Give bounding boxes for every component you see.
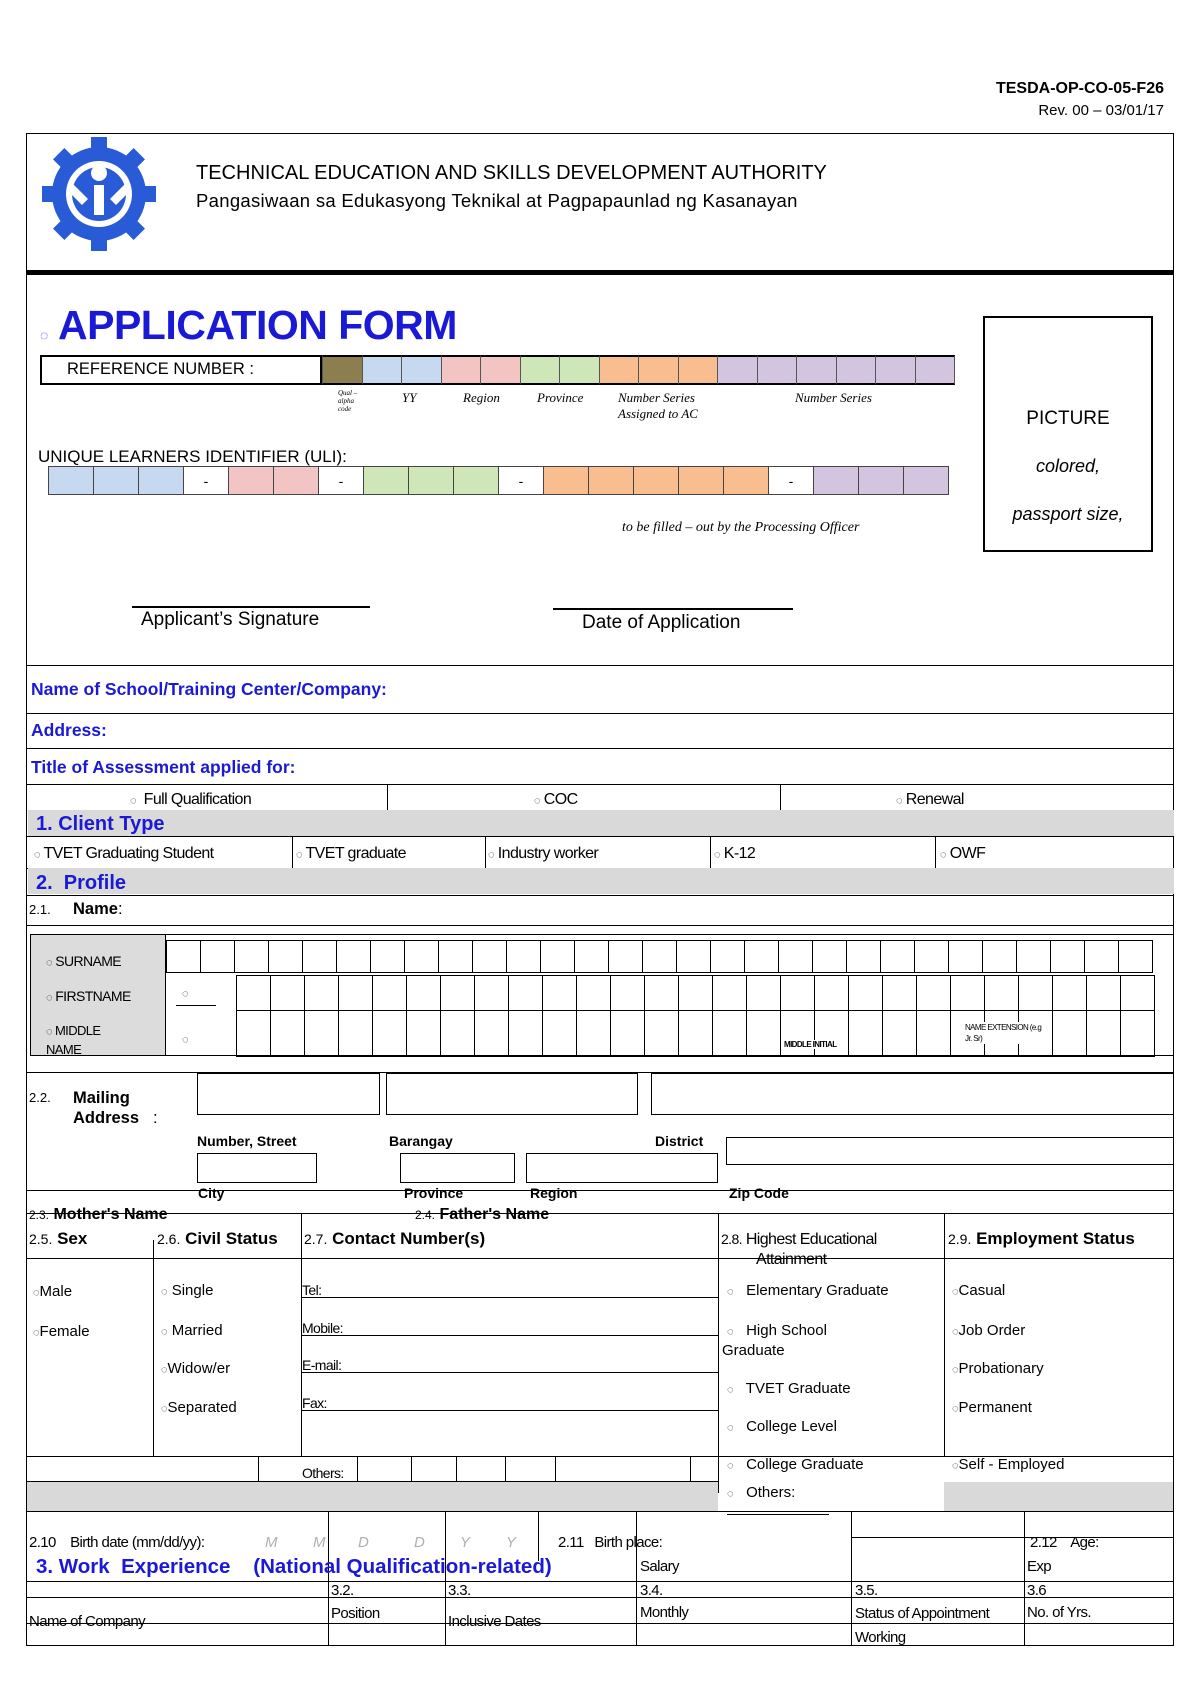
uli-dash[interactable]: - bbox=[183, 466, 229, 495]
sex-female[interactable] bbox=[33, 1323, 90, 1340]
address-city-input[interactable] bbox=[197, 1153, 317, 1183]
client-tvet-graduate[interactable] bbox=[296, 845, 406, 863]
agency-name-filipino: Pangasiwaan sa Edukasyong Teknikal at Pagpapaunlad ng Kasanayan bbox=[196, 190, 798, 211]
educ-option-label: Elementary Graduate bbox=[746, 1282, 889, 1299]
assessment-label: Title of Assessment applied for: bbox=[31, 757, 296, 777]
form-revision: Rev. 00 – 03/01/17 bbox=[1038, 102, 1164, 119]
civil-option-label: Married bbox=[171, 1322, 223, 1339]
sex-option-label: Male bbox=[39, 1283, 73, 1300]
radio-icon: ◌ bbox=[727, 1422, 734, 1434]
civil-heading: 2.6. Civil Status bbox=[157, 1229, 278, 1248]
contact-email-line[interactable] bbox=[301, 1372, 718, 1373]
contact-others-label: Others: bbox=[302, 1465, 344, 1481]
label-zip: Zip Code bbox=[729, 1185, 789, 1201]
assessment-full-qualification[interactable] bbox=[130, 791, 251, 809]
uli-cell-yy[interactable] bbox=[48, 466, 94, 495]
ref-sublabel-yy: YY bbox=[402, 390, 417, 405]
assessment-coc[interactable] bbox=[534, 791, 578, 809]
client-type-bar bbox=[28, 810, 1174, 836]
work-num-33: 3.3. bbox=[448, 1582, 471, 1599]
agency-name: TECHNICAL EDUCATION AND SKILLS DEVELOPMENT AUTHORITY bbox=[196, 162, 827, 184]
contact-mobile-line[interactable] bbox=[301, 1335, 718, 1336]
uli-dash[interactable]: - bbox=[318, 466, 364, 495]
educ-highschool[interactable] bbox=[727, 1322, 827, 1339]
work-company: Name of Company bbox=[29, 1613, 146, 1630]
title-radio-icon: ◌ bbox=[40, 327, 49, 343]
radio-icon: ◌ bbox=[161, 1364, 168, 1376]
work-num-35: 3.5. bbox=[855, 1582, 878, 1599]
name-number: 2.1. bbox=[29, 902, 51, 917]
age-label: 2.12 Age: bbox=[1030, 1534, 1099, 1551]
address-barangay-input[interactable] bbox=[386, 1073, 638, 1115]
civil-separated[interactable] bbox=[161, 1399, 237, 1416]
middlename-radio: ◌ bbox=[182, 1034, 189, 1046]
radio-icon: ◌ bbox=[952, 1286, 959, 1298]
radio-icon: ◌ bbox=[33, 1287, 40, 1299]
label-province: Province bbox=[404, 1185, 464, 1201]
contact-heading: 2.7. Contact Number(s) bbox=[304, 1229, 486, 1248]
birthdate-placeholder: D bbox=[414, 1534, 425, 1551]
radio-icon: ◌ bbox=[534, 795, 540, 807]
contact-tel-line[interactable] bbox=[301, 1297, 718, 1298]
label-region: Region bbox=[530, 1185, 578, 1201]
emp-option-label: Job Order bbox=[958, 1322, 1026, 1339]
contact-email-label: E-mail: bbox=[302, 1357, 342, 1373]
educ-option-label: High School bbox=[746, 1322, 827, 1339]
work-monthly: Monthly bbox=[640, 1604, 689, 1621]
label-district: District bbox=[655, 1133, 704, 1149]
uli-cell-province[interactable] bbox=[453, 466, 499, 495]
sex-male[interactable] bbox=[33, 1283, 72, 1300]
client-type-heading: 1. Client Type bbox=[36, 813, 165, 835]
ref-sublabel-region: Region bbox=[463, 390, 500, 405]
work-inclusive-dates: Inclusive Dates bbox=[448, 1613, 541, 1630]
educ-option-label: College Graduate bbox=[746, 1456, 864, 1473]
radio-icon: ◌ bbox=[896, 795, 902, 807]
signature-line[interactable] bbox=[132, 606, 370, 608]
sex-heading: 2.5. Sex bbox=[29, 1229, 88, 1248]
work-position: Position bbox=[331, 1605, 380, 1622]
radio-icon: ◌ bbox=[46, 1026, 52, 1038]
reference-cell-region[interactable] bbox=[480, 355, 521, 385]
uli-cell-series_ac[interactable] bbox=[588, 466, 634, 495]
uli-cell-region[interactable] bbox=[228, 466, 274, 495]
radio-icon: ◌ bbox=[161, 1403, 168, 1415]
uli-cell-series[interactable] bbox=[903, 466, 949, 495]
uli-cell-series_ac[interactable] bbox=[543, 466, 589, 495]
emp-probationary[interactable] bbox=[952, 1360, 1044, 1377]
radio-icon: ◌ bbox=[714, 849, 720, 861]
educ-heading: 2.8. Highest Educational Attainment bbox=[721, 1231, 877, 1268]
contact-fax-label: Fax: bbox=[302, 1395, 327, 1411]
uli-cell-series[interactable] bbox=[858, 466, 904, 495]
client-option-label: OWF bbox=[949, 845, 986, 862]
reference-cell-series_ac[interactable] bbox=[678, 355, 719, 385]
work-exp: Exp bbox=[1027, 1558, 1052, 1575]
form-code: TESDA-OP-CO-05-F26 bbox=[995, 80, 1164, 97]
ref-sublabel-series: Number Series bbox=[795, 390, 872, 405]
emp-option-label: Permanent bbox=[958, 1399, 1032, 1416]
work-working: Working bbox=[855, 1629, 906, 1646]
picture-label: PICTURE bbox=[1026, 408, 1110, 429]
radio-icon: ◌ bbox=[296, 849, 302, 861]
work-heading: 3. Work Experience (National Qualification-related) bbox=[36, 1555, 552, 1578]
work-no-years: No. of Yrs. bbox=[1027, 1604, 1091, 1621]
firstname-radio: ◌ bbox=[182, 988, 189, 1000]
client-industry-worker[interactable] bbox=[488, 845, 598, 863]
radio-icon: ◌ bbox=[727, 1286, 734, 1298]
middle-initial-label: MIDDLE INITIAL bbox=[784, 1040, 837, 1049]
school-name-label: Name of School/Training Center/Company: bbox=[31, 679, 387, 699]
uli-cell-series_ac[interactable] bbox=[723, 466, 769, 495]
radio-icon: ◌ bbox=[34, 849, 40, 861]
civil-option-label: Separated bbox=[167, 1399, 237, 1416]
middlename-label bbox=[46, 1022, 126, 1059]
reference-label: REFERENCE NUMBER : bbox=[67, 360, 255, 378]
client-k12[interactable] bbox=[714, 845, 755, 863]
client-option-label: K-12 bbox=[723, 845, 756, 862]
radio-icon: ◌ bbox=[952, 1364, 959, 1376]
reference-cell-qual[interactable] bbox=[322, 355, 363, 385]
radio-icon: ◌ bbox=[727, 1326, 734, 1338]
picture-line2: passport size, bbox=[1012, 504, 1124, 524]
reference-cell-province[interactable] bbox=[520, 355, 561, 385]
educ-option-label: College Level bbox=[746, 1418, 837, 1435]
uli-label: UNIQUE LEARNERS IDENTIFIER (ULI): bbox=[38, 447, 347, 466]
uli-cell-yy[interactable] bbox=[93, 466, 139, 495]
radio-icon: ◌ bbox=[727, 1488, 734, 1500]
sex-option-label: Female bbox=[39, 1323, 90, 1340]
assessment-option-label: Full Qualification bbox=[143, 791, 252, 808]
label-number-street: Number, Street bbox=[197, 1133, 297, 1149]
reference-cell-series_ac[interactable] bbox=[599, 355, 640, 385]
radio-icon: ◌ bbox=[46, 957, 52, 969]
reference-cell-series[interactable] bbox=[875, 355, 916, 385]
civil-married[interactable] bbox=[161, 1322, 223, 1339]
name-extension-label: NAME EXTENSION (e.g Jr. Sr) bbox=[965, 1022, 1045, 1044]
profile-bar bbox=[28, 868, 1174, 894]
radio-icon: ◌ bbox=[727, 1384, 734, 1396]
work-num-32: 3.2. bbox=[331, 1582, 354, 1599]
reference-cell-region[interactable] bbox=[441, 355, 482, 385]
radio-icon: ◌ bbox=[161, 1286, 168, 1298]
emp-option-label: Self - Employed bbox=[958, 1456, 1065, 1473]
father-name-label: 2.4. Father's Name bbox=[415, 1206, 550, 1223]
label-barangay: Barangay bbox=[389, 1133, 453, 1149]
ref-sublabel-series-ac: Number Series Assigned to AC bbox=[618, 390, 698, 421]
reference-cell-series[interactable] bbox=[915, 355, 956, 385]
birthdate-placeholder: Y bbox=[460, 1534, 471, 1551]
work-num-34: 3.4. bbox=[640, 1582, 663, 1599]
emp-job-order[interactable] bbox=[952, 1322, 1025, 1339]
educ-tvet[interactable] bbox=[727, 1380, 851, 1397]
contact-fax-line[interactable] bbox=[301, 1410, 718, 1411]
address-district-line[interactable] bbox=[726, 1137, 1174, 1165]
civil-option-label: Widow/er bbox=[167, 1360, 231, 1377]
uli-cell-yy[interactable] bbox=[138, 466, 184, 495]
radio-icon: ◌ bbox=[46, 992, 52, 1004]
radio-icon: ◌ bbox=[952, 1326, 959, 1338]
emp-permanent[interactable] bbox=[952, 1399, 1032, 1416]
reference-cell-province[interactable] bbox=[559, 355, 600, 385]
date-line[interactable] bbox=[553, 608, 793, 610]
educ-option-label: Others: bbox=[746, 1484, 796, 1501]
uli-dash[interactable]: - bbox=[498, 466, 544, 495]
client-option-label: TVET graduate bbox=[305, 845, 406, 862]
mother-name-label: 2.3. Mother's Name bbox=[29, 1206, 168, 1223]
emp-option-label: Casual bbox=[958, 1282, 1006, 1299]
civil-widower[interactable] bbox=[161, 1360, 230, 1377]
educ-option-label: TVET Graduate bbox=[745, 1380, 851, 1397]
header-rule bbox=[26, 270, 1174, 275]
client-option-label: TVET Graduating Student bbox=[43, 845, 214, 862]
address-label: Address: bbox=[31, 720, 107, 740]
assessment-renewal[interactable] bbox=[896, 791, 964, 809]
reference-cell-series_ac[interactable] bbox=[638, 355, 679, 385]
emp-casual[interactable] bbox=[952, 1282, 1005, 1299]
radio-icon: ◌ bbox=[488, 849, 494, 861]
reference-cell-series[interactable] bbox=[836, 355, 877, 385]
birthdate-placeholder: D bbox=[358, 1534, 369, 1551]
emp-option-label: Probationary bbox=[958, 1360, 1044, 1377]
uli-cell-province[interactable] bbox=[363, 466, 409, 495]
uli-cell-region[interactable] bbox=[273, 466, 319, 495]
profile-heading: 2. Profile bbox=[36, 872, 127, 894]
firstname-label bbox=[46, 988, 131, 1004]
work-num-36: 3.6 bbox=[1027, 1582, 1047, 1599]
assessment-option-label: Renewal bbox=[905, 791, 964, 808]
reference-cell-yy[interactable] bbox=[401, 355, 442, 385]
educ-others[interactable] bbox=[727, 1484, 795, 1501]
contact-tel-label: Tel: bbox=[302, 1282, 322, 1298]
birthdate-label: 2.10 Birth date (mm/dd/yy): bbox=[29, 1534, 205, 1551]
address-street-input[interactable] bbox=[197, 1073, 380, 1115]
uli-dash[interactable]: - bbox=[768, 466, 814, 495]
signature-label: Applicant’s Signature bbox=[141, 609, 320, 630]
radio-icon: ◌ bbox=[130, 795, 136, 807]
uli-cell-series_ac[interactable] bbox=[678, 466, 724, 495]
radio-icon: ◌ bbox=[952, 1460, 959, 1472]
address-region-input[interactable] bbox=[526, 1153, 718, 1183]
address-district-input[interactable] bbox=[651, 1073, 1174, 1115]
birthdate-placeholder: M bbox=[313, 1534, 326, 1551]
radio-icon: ◌ bbox=[727, 1460, 734, 1472]
assessment-option-label: COC bbox=[543, 791, 578, 808]
form-title: APPLICATION FORM bbox=[58, 302, 457, 348]
educ-elementary[interactable] bbox=[727, 1282, 889, 1299]
address-province-input[interactable] bbox=[400, 1153, 515, 1183]
gray-divider bbox=[27, 1482, 718, 1511]
ref-sublabel-qual: Qual – alpha code bbox=[338, 389, 358, 413]
emp-heading: 2.9. Employment Status bbox=[948, 1229, 1135, 1248]
middlename-text: MIDDLE NAME bbox=[46, 1023, 101, 1057]
label-city: City bbox=[198, 1185, 225, 1201]
date-label: Date of Application bbox=[582, 612, 741, 633]
tesda-logo-icon bbox=[38, 133, 160, 255]
ref-sublabel-province: Province bbox=[537, 390, 584, 405]
civil-option-label: Single bbox=[171, 1282, 214, 1299]
uli-cell-series[interactable] bbox=[813, 466, 859, 495]
surname-text: SURNAME bbox=[55, 953, 122, 969]
emp-self-employed[interactable] bbox=[952, 1456, 1064, 1473]
reference-cell-series[interactable] bbox=[796, 355, 837, 385]
uli-cell-province[interactable] bbox=[408, 466, 454, 495]
radio-icon: ◌ bbox=[161, 1326, 168, 1338]
surname-label bbox=[46, 953, 121, 969]
name-label: Name: bbox=[73, 900, 123, 918]
birthdate-placeholder: M bbox=[265, 1534, 278, 1551]
mailing-label: Mailing Address : bbox=[73, 1089, 158, 1127]
birthdate-placeholder: Y bbox=[506, 1534, 517, 1551]
radio-icon: ◌ bbox=[940, 849, 946, 861]
reference-cell-series[interactable] bbox=[717, 355, 758, 385]
work-status: Status of Appointment bbox=[855, 1605, 990, 1622]
work-salary: Salary bbox=[640, 1558, 679, 1575]
educ-college-level[interactable] bbox=[727, 1418, 837, 1435]
firstname-text: FIRSTNAME bbox=[55, 988, 131, 1004]
radio-icon: ◌ bbox=[952, 1403, 959, 1415]
contact-mobile-label: Mobile: bbox=[302, 1320, 343, 1336]
educ-others-line[interactable] bbox=[727, 1514, 829, 1515]
radio-icon: ◌ bbox=[33, 1327, 40, 1339]
mailing-number: 2.2. bbox=[29, 1090, 51, 1105]
educ-highschool-cont: Graduate bbox=[722, 1342, 785, 1359]
reference-cell-series[interactable] bbox=[757, 355, 798, 385]
gray-divider-right bbox=[944, 1482, 1173, 1511]
client-option-label: Industry worker bbox=[497, 845, 599, 862]
educ-college-grad[interactable] bbox=[727, 1456, 864, 1473]
civil-single[interactable] bbox=[161, 1282, 213, 1299]
client-tvet-graduating[interactable] bbox=[34, 845, 214, 863]
reference-cell-yy[interactable] bbox=[362, 355, 403, 385]
processing-note: to be filled – out by the Processing Officer bbox=[622, 520, 860, 535]
birthplace-label: 2.11 Birth place: bbox=[558, 1534, 663, 1551]
picture-line1: colored, bbox=[1035, 456, 1101, 476]
client-owf[interactable] bbox=[940, 845, 985, 863]
uli-cell-series_ac[interactable] bbox=[633, 466, 679, 495]
